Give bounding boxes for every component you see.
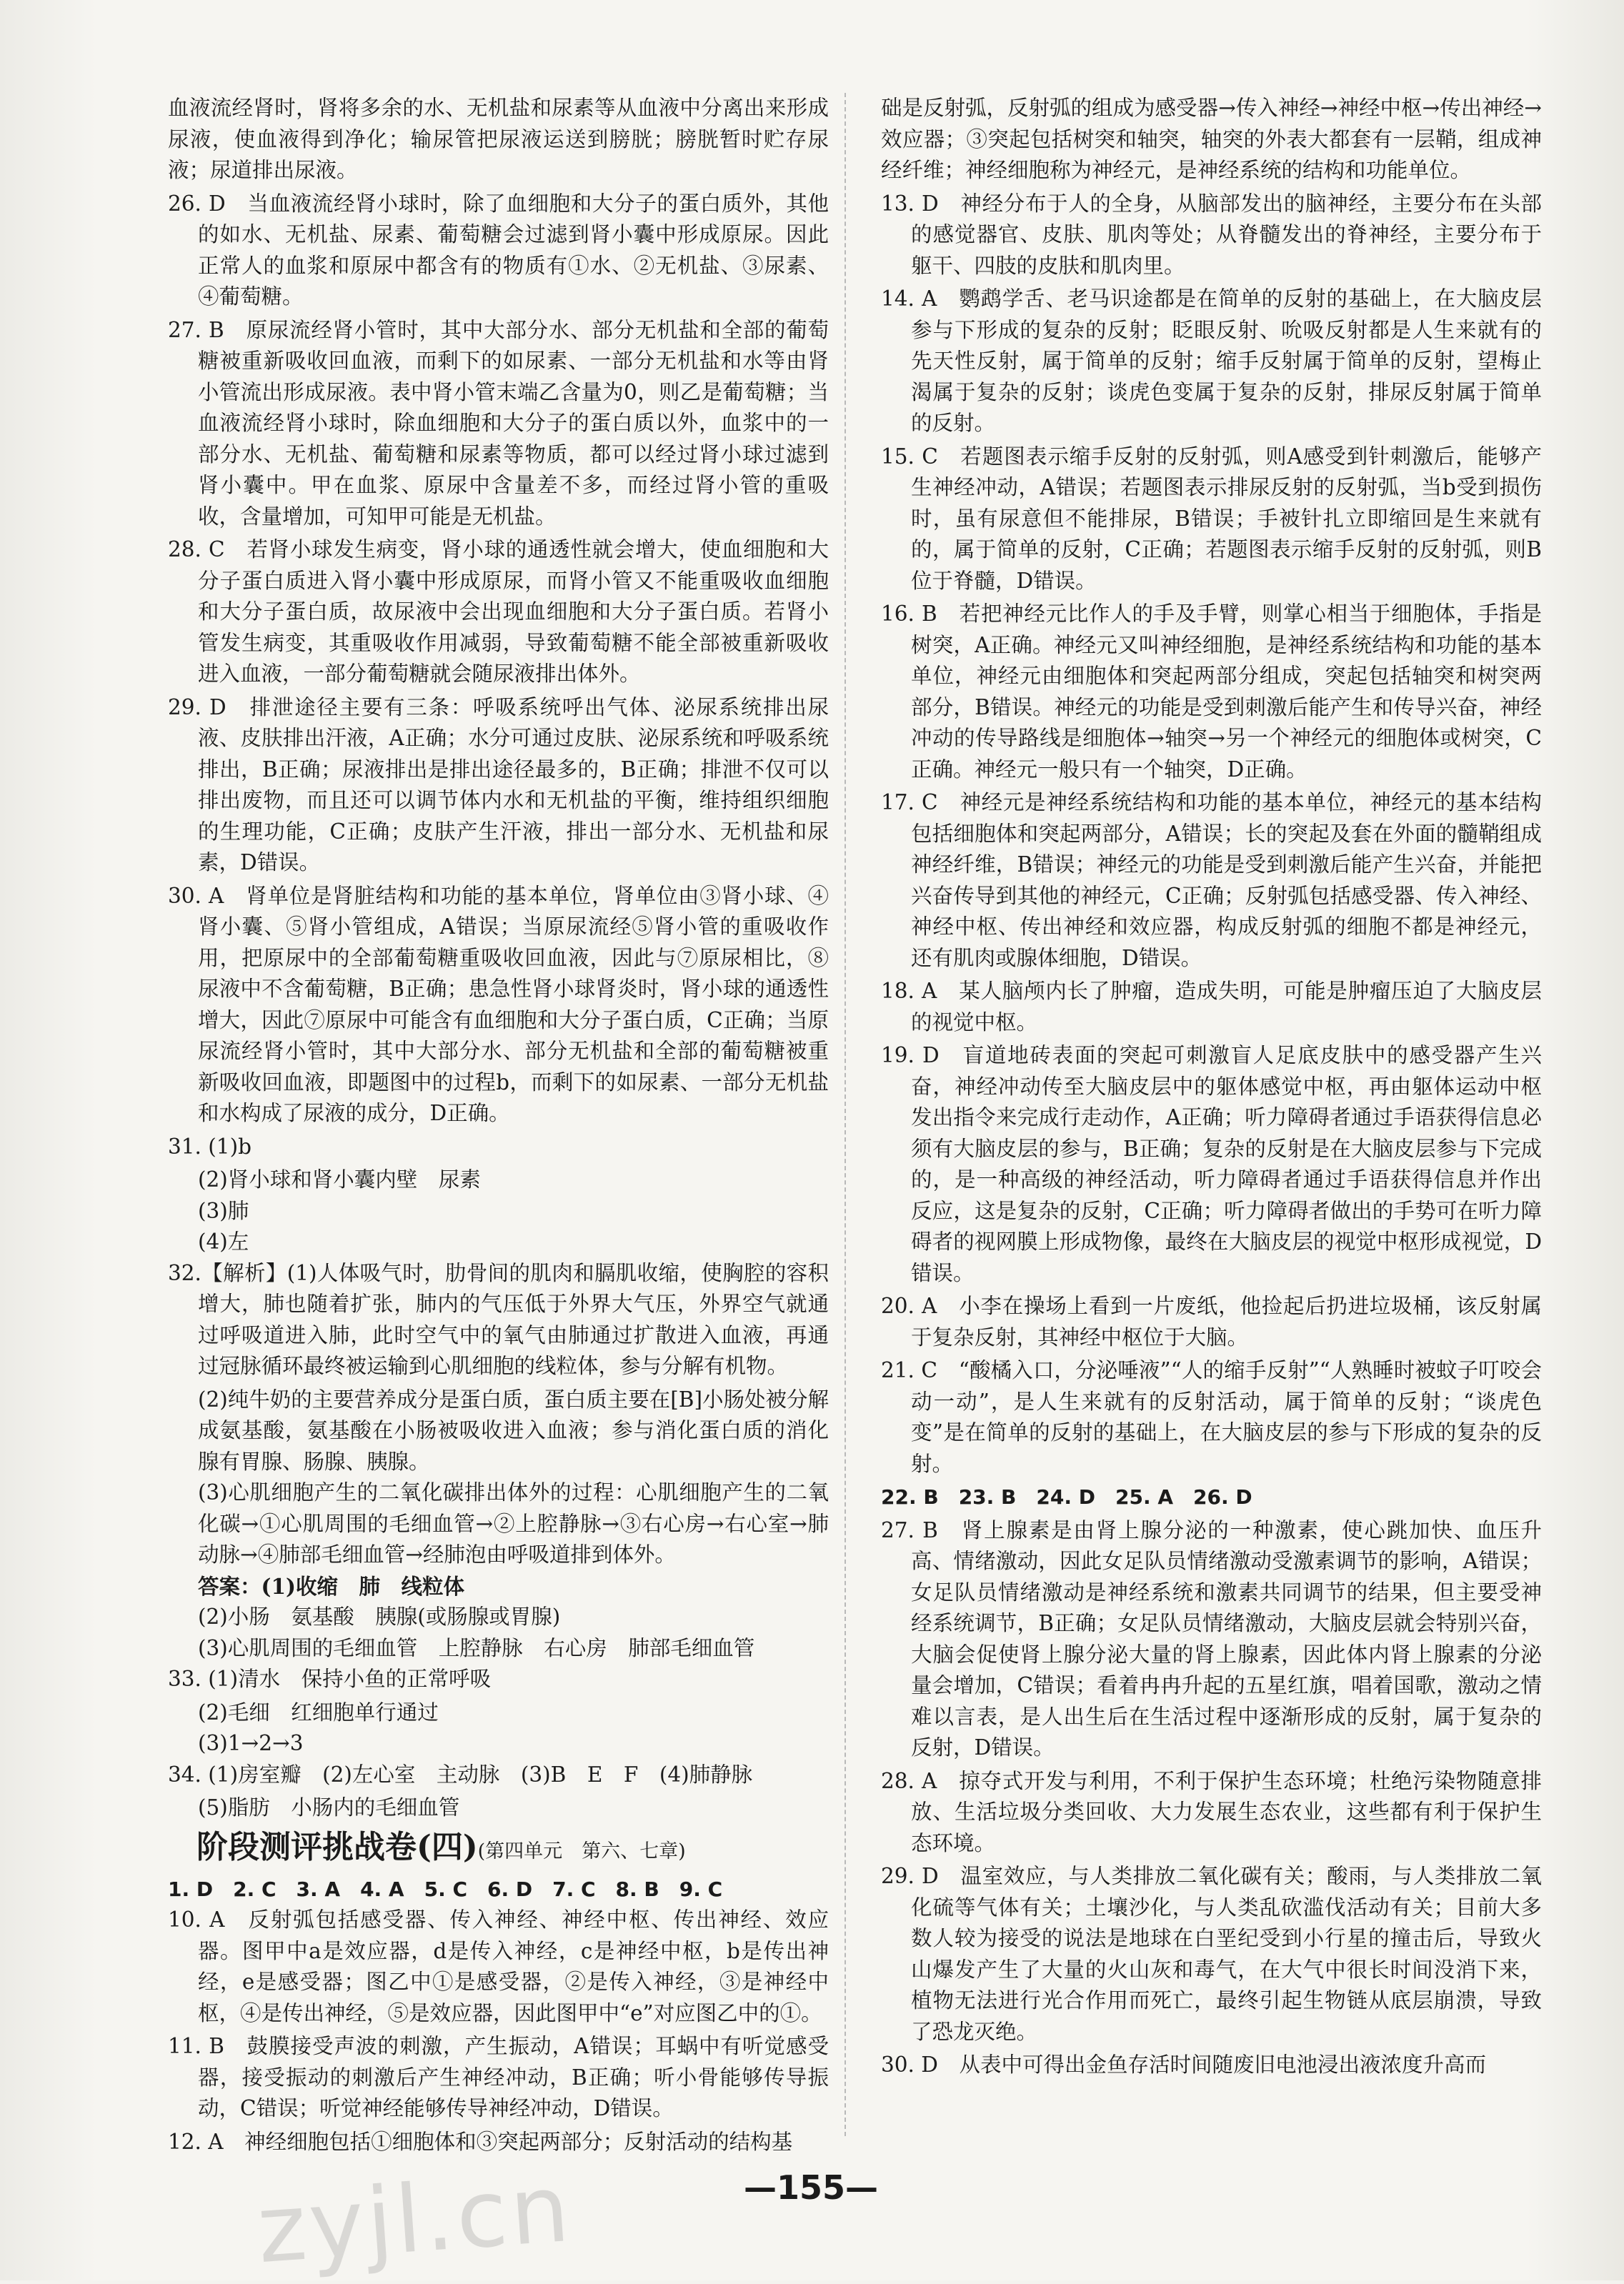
- answer-32-line: (2)纯牛奶的主要营养成分是蛋白质，蛋白质主要在[B]小肠处被分解成氨基酸，氨基酸在小肠被吸收进入血液；参与消化蛋白质的消化腺有胃腺、肠腺、胰腺。: [198, 1387, 829, 1474]
- answer-27: 27. B 肾上腺素是由肾上腺分泌的一种激素，使心跳加快、血压升高、情绪激动，因此女足队员情绪激动受激素调节的影响，A错误；女足队员情绪激动是神经系统和激素共同调节的结果，但主要受神经系统调节，B正确；女足队员情绪激动，大脑皮层就会特别兴奋，大脑会促使肾上腺分泌大量的肾上腺素，因此体内肾上腺素的分泌量会增加，C错误；看着冉冉升起的五星红旗，唱着国歌，激动之情难以言表，是人出生后在生活过程中逐渐形成的反射，属于复杂的反射，D错误。: [881, 1517, 1542, 1760]
- answer-32-head: 32.【解析】(1)人体吸气时，肋骨间的肌肉和膈肌收缩，使胸腔的容积增大，肺也随着扩张，肺内的气压低于外界大气压，外界空气就通过呼吸道进入肺，此时空气中的氧气由肺通过扩散进入血液，再通过冠脉循环最终被运输到心肌细胞的线粒体，参与分解有机物。: [168, 1260, 829, 1378]
- answer-34-line: (5)脂肪 小肠内的毛细血管: [198, 1795, 460, 1820]
- answer-33-line: (2)毛细 红细胞单行通过: [198, 1700, 439, 1725]
- answer-33-head: 33. (1)清水 保持小鱼的正常呼吸: [168, 1667, 492, 1691]
- answer-32-line: (3)心肌周围的毛细血管 上腔静脉 右心房 肺部毛细血管: [198, 1635, 755, 1660]
- answer-21: 21. C “酸橘入口，分泌唾液”“人的缩手反射”“人熟睡时被蚊子叮咬会动一动”，是人生来就有的反射活动，属于简单的反射；“谈虎色变”是在简单的反射的基础上，在大脑皮层的参与下形成的复杂的反射。: [881, 1358, 1542, 1476]
- answer-31-line: (4)左: [198, 1230, 249, 1254]
- answer-29: 29. D 温室效应，与人类排放二氧化碳有关；酸雨，与人类排放二氧化硫等气体有关；土壤沙化，与人类乱砍滥伐活动有关；目前大多数人较为接受的说法是地球在白垩纪受到小行星的撞击后，导致火山爆发产生了大量的火山灰和毒气，在大气中很长时间没消下来，植物无法进行光合作用而死亡，最终引起生物链从底层崩溃，导致了恐龙灭绝。: [881, 1864, 1542, 2044]
- answer-33: [168, 1664, 829, 1760]
- answer-28: 28. C 若肾小球发生病变，肾小球的通透性就会增大，使血细胞和大分子蛋白质进入肾小囊中形成原尿，而肾小管又不能重吸收血细胞和大分子蛋白质，故尿液中会出现血细胞和大分子蛋白质。若肾小管发生病变，其重吸收作用减弱，导致葡萄糖不能全部被重新吸收进入血液，一部分葡萄糖就会随尿液排出体外。: [168, 537, 829, 686]
- answer-15: 15. C 若题图表示缩手反射的反射弧，则A感受到针刺激后，能够产生神经冲动，A错误；若题图表示排尿反射的反射弧，当b受到损伤时，虽有尿意但不能排尿，B错误；手被针扎立即缩回是生来就有的，属于简单的反射，C正确；若题图表示缩手反射的反射弧，则B位于脊髓，D错误。: [881, 444, 1542, 593]
- answer-29: 29. D 排泄途径主要有三条：呼吸系统呼出气体、泌尿系统排出尿液、皮肤排出汗液，A正确；水分可通过皮肤、泌尿系统和呼吸系统排出，B正确；尿液排出是排出途径最多的，B正确；排泄不仅可以排出废物，而且还可以调节体内水和无机盐的平衡，维持组织细胞的生理功能，C正确；皮肤产生汗液，排出一部分水、无机盐和尿素，D错误。: [168, 694, 829, 874]
- answer-34: [168, 1760, 829, 1824]
- answer-17: 17. C 神经元是神经系统结构和功能的基本单位，神经元的基本结构包括细胞体和突起两部分，A错误；长的突起及套在外面的髓鞘组成神经纤维，B错误；神经元的功能是受到刺激后能产生兴奋，并能把兴奋传导到其他的神经元，C正确；反射弧包括感受器、传入神经、神经中枢、传出神经和效应器，构成反射弧的细胞不都是神经元，还有肌肉或腺体细胞，D错误。: [881, 790, 1542, 970]
- answer-31-line: (2)肾小球和肾小囊内壁 尿素: [198, 1167, 481, 1192]
- answer-14: 14. A 鹦鹉学舌、老马识途都是在简单的反射的基础上，在大脑皮层参与下形成的复杂的反射；眨眼反射、吮吸反射都是人生来就有的先天性反射，属于简单的反射；缩手反射属于简单的反射，望梅止渴属于复杂的反射；谈虎色变属于复杂的反射，排尿反射属于简单的反射。: [881, 286, 1542, 435]
- answer-30: 30. D 从表中可得出金鱼存活时间随废旧电池浸出液浓度升高而: [881, 2053, 1486, 2077]
- answer-27: 27. B 原尿流经肾小管时，其中大部分水、部分无机盐和全部的葡萄糖被重新吸收回血液，而剩下的如尿素、一部分无机盐和水等由肾小管流出形成尿液。表中肾小管末端乙含量为0，则乙是葡萄糖；当血液流经肾小球时，除血细胞和大分子的蛋白质以外，血浆中的一部分水、无机盐、葡萄糖和尿素等物质，都可以经过肾小球过滤到肾小囊中。甲在血浆、原尿中含量差不多，而经过肾小管的重吸收，含量增加，可知甲可能是无机盐。: [168, 317, 829, 529]
- page-number: —155—: [743, 2168, 879, 2207]
- left-column: [168, 93, 829, 2154]
- answer-16: 16. B 若把神经元比作人的手及手臂，则掌心相当于细胞体，手指是树突，A正确。神经元又叫神经细胞，是神经系统结构和功能的基本单位，神经元由细胞体和突起两部分组成，突起包括轴突和树突两部分，B错误。神经元的功能是受到刺激后能产生和传导兴奋，神经冲动的传导路线是细胞体→轴突→另一个神经元的细胞体或树突，C正确。神经元一般只有一个轴突，D正确。: [881, 602, 1542, 782]
- answer-34-head: 34. (1)房室瓣 (2)左心室 主动脉 (3)B E F (4)肺静脉: [168, 1762, 753, 1787]
- section-title: [196, 1827, 829, 1872]
- answer-10: 10. A 反射弧包括感受器、传入神经、神经中枢、传出神经、效应器。图甲中a是效应器，d是传入神经，c是神经中枢，b是传出神经，e是感受器；图乙中①是感受器，②是传入神经，③是神经中枢，④是传出神经，⑤是效应器，因此图甲中“e”对应图乙中的①。: [168, 1908, 829, 2025]
- answer-31-line: (3)肺: [198, 1198, 249, 1223]
- section-subtitle: (第四单元 第六、七章): [477, 1840, 686, 1862]
- answer-continuation: 血液流经肾时，肾将多余的水、无机盐和尿素等从血液中分离出来形成尿液，使血液得到净化；输尿管把尿液运送到膀胱；膀胱暂时贮存尿液；尿道排出尿液。: [168, 96, 829, 182]
- column-divider: [845, 93, 846, 2136]
- answer-19: 19. D 盲道地砖表面的突起可刺激盲人足底皮肤中的感受器产生兴奋，神经冲动传至大脑皮层中的躯体感觉中枢，再由躯体运动中枢发出指令来完成行走动作，A正确；听力障碍者通过手语获得信息必须有大脑皮层的参与，B正确；复杂的反射是在大脑皮层参与下完成的，是一种高级的神经活动，听力障碍者通过手语获得信息并作出反应，这是复杂的反射，C正确；听力障碍者做出的手势可在听力障碍者的视网膜上形成物像，最终在大脑皮层的视觉中枢形成视觉，D错误。: [881, 1043, 1542, 1285]
- answer-32: [168, 1258, 829, 1665]
- answer-12: 12. A 神经细胞包括①细胞体和③突起两部分；反射活动的结构基: [168, 2129, 793, 2154]
- answer-33-line: (3)1→2→3: [198, 1731, 304, 1755]
- answer-32-line: (3)心肌细胞产生的二氧化碳排出体外的过程：心肌细胞产生的二氧化碳→①心肌周围的毛细血管→②上腔静脉→③右心房→右心室→肺动脉→④肺部毛细血管→经肺泡由呼吸道排到体外。: [198, 1480, 829, 1567]
- answer-18: 18. A 某人脑颅内长了肿瘤，造成失明，可能是肿瘤压迫了大脑皮层的视觉中枢。: [881, 979, 1542, 1034]
- answer-13: 13. D 神经分布于人的全身，从脑部发出的脑神经，主要分布在头部的感觉器官、皮肤、肌肉等处；从脊髓发出的脊神经，主要分布于躯干、四肢的皮肤和肌肉里。: [881, 191, 1542, 278]
- choice-answers-row: 1. D 2. C 3. A 4. A 5. C 6. D 7. C 8. B 9. C: [168, 1877, 723, 1901]
- answer-32-line: (2)小肠 氨基酸 胰腺(或肠腺或胃腺): [198, 1605, 561, 1629]
- answer-20: 20. A 小李在操场上看到一片废纸，他捡起后扔进垃圾桶，该反射属于复杂反射，其神经中枢位于大脑。: [881, 1294, 1542, 1350]
- answer-30: 30. A 肾单位是肾脏结构和功能的基本单位，肾单位由③肾小球、④肾小囊、⑤肾小管组成，A错误；当原尿流经⑤肾小管的重吸收作用，把原尿中的全部葡萄糖重吸收回血液，因此与⑦原尿相比，⑧尿液中不含葡萄糖，B正确；患急性肾小球肾炎时，肾小球的通透性增大，因此⑦原尿中可能含有血细胞和大分子蛋白质，C正确；当原尿流经肾小管时，其中大部分水、部分无机盐和全部的葡萄糖被重新吸收回血液，即题图中的过程b，而剩下的如尿素、一部分无机盐和水构成了尿液的成分，D正确。: [168, 883, 829, 1125]
- section-title-text: 阶段测评挑战卷(四): [196, 1828, 478, 1865]
- answer-31-head: 31. (1)b: [168, 1134, 251, 1159]
- answers-22-26: 22. B 23. B 24. D 25. A 26. D: [881, 1485, 1252, 1509]
- answer-32-key: 答案：(1)收缩 肺 线粒体: [198, 1573, 464, 1599]
- right-column: [881, 93, 1542, 2136]
- answer-26: 26. D 当血液流经肾小球时，除了血细胞和大分子的蛋白质外，其他的如水、无机盐、尿素、葡萄糖会过滤到肾小囊中形成原尿。因此正常人的血浆和原尿中都含有的物质有①水、②无机盐、③尿素、④葡萄糖。: [168, 191, 829, 309]
- answer-31: [168, 1132, 829, 1258]
- answer-28: 28. A 掠夺式开发与利用，不利于保护生态环境；杜绝污染物随意排放、生活垃圾分类回收、大力发展生态农业，这些都有利于保护生态环境。: [881, 1768, 1542, 1855]
- answer-11: 11. B 鼓膜接受声波的刺激，产生振动，A错误；耳蜗中有听觉感受器，接受振动的刺激后产生神经冲动，B正确；听小骨能够传导振动，C错误；听觉神经能够传导神经冲动，D错误。: [168, 2034, 829, 2120]
- answer-continuation: 础是反射弧，反射弧的组成为感受器→传入神经→神经中枢→传出神经→效应器；③突起包括树突和轴突，轴突的外表大都套有一层鞘，组成神经纤维；神经细胞称为神经元，是神经系统的结构和功能单位。: [881, 96, 1542, 182]
- watermark-logo: zyjl.cn: [254, 2153, 576, 2284]
